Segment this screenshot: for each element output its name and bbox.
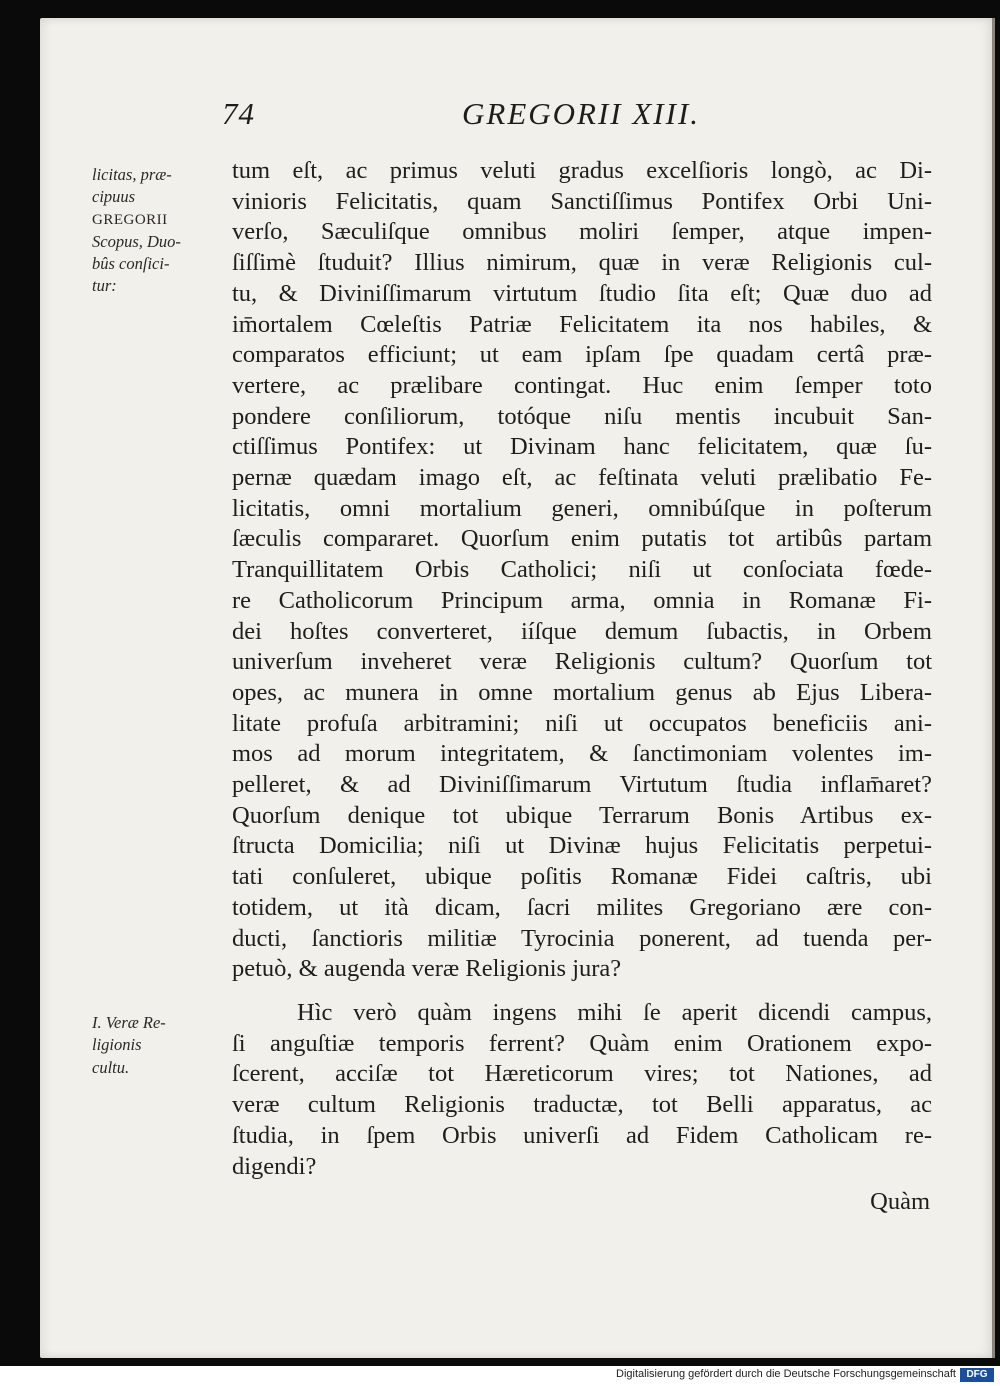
text-line: petuò, & augenda veræ Religionis jura? [232,955,622,983]
catchword: Quàm [870,1188,930,1215]
margin-note-line: cultu. [92,1057,130,1077]
text-line: totidem, ut ità dicam, ſacri milites Gregoriano ære con- [232,893,932,921]
page-number: 74 [222,96,255,131]
margin-note-line: tur: [92,276,117,296]
margin-note-line: licitas, præ- [92,165,172,184]
text-line: ſtudia, in ſpem Orbis univerſi ad Fidem Catholicam re- [232,1121,932,1149]
text-line: ſcerent, acciſæ tot Hæreticorum vires; tot Nationes, ad [232,1060,932,1088]
text-line: ſi anguſtiæ temporis ferrent? Quàm enim Orationem expo- [232,1029,932,1057]
running-head: GREGORII XIII. [462,96,701,131]
text-line: vertere, ac prælibare contingat. Huc enim ſemper toto [232,371,932,399]
text-line: ſiſſimè ſtuduit? Illius nimirum, quæ in veræ Religionis cul- [232,249,932,277]
margin-note-line: I. Veræ Re- [92,1013,166,1032]
text-line: licitatis, omni mortalium generi, omnibúſque in poſterum [232,494,932,522]
text-line: opes, ac munera in omne mortalium genus ab Ejus Libera- [232,678,932,706]
text-line: comparatos efficiunt; ut eam ipſam ſpe quadam certâ præ- [232,341,932,369]
body-paragraph-2 [232,998,932,1182]
margin-note-line: ligionis [92,1035,142,1055]
text-line: univerſum inveheret veræ Religionis cultum? Quorſum tot [232,648,932,676]
margin-note-1 [92,164,228,298]
margin-note-line: Scopus, Duo- [92,231,181,251]
margin-note-line: cipuus [92,187,136,207]
text-line: litate profuſa arbitramini; niſi ut occupatos beneficiis ani- [232,709,932,737]
text-line: Hìc verò quàm ingens mihi ſe aperit dicendi campus, [297,999,932,1026]
margin-note-2 [92,1012,228,1079]
margin-note-line: GREGORII [92,211,168,228]
text-line: re Catholicorum Principum arma, omnia in Romanæ Fi- [232,586,932,614]
body-paragraph-1 [232,156,932,985]
margin-note-line: bûs conſici- [92,254,170,274]
text-line: mos ad morum integritatem, & ſanctimoniam volentes im- [232,740,932,768]
text-line: dei hoſtes converteret, iíſque demum ſubactis, in Orbem [232,617,932,645]
text-line: pelleret, & ad Diviniſſimarum Virtutum ſtudia inflam̄aret? [232,771,932,799]
text-line: Quorſum denique tot ubique Terrarum Bonis Artibus ex- [232,801,932,829]
text-line: ſtructa Domicilia; niſi ut Divinæ hujus Felicitatis perpetui- [232,832,932,860]
text-line: ducti, ſanctioris militiæ Tyrocinia ponerent, ad tuenda per- [232,924,932,952]
text-line: tum eſt, ac primus veluti gradus excelſioris longò, ac Di- [232,157,932,184]
footer-credit: Digitalisierung gefördert durch die Deutsche Forschungsgemeinschaft [616,1368,956,1380]
text-line: vinioris Felicitatis, quam Sanctiſſimus Pontifex Orbi Uni- [232,187,932,215]
text-line: ctiſſimus Pontifex: ut Divinam hanc felicitatem, quæ ſu- [232,433,932,461]
text-line: Tranquillitatem Orbis Catholici; niſi ut conſociata fœde- [232,556,932,584]
text-line: verſo, Sæculiſque omnibus moliri ſemper, atque impen- [232,218,932,246]
text-line: digendi? [232,1152,317,1180]
text-line: ſæculis compararet. Quorſum enim putatis tot artibûs partam [232,525,932,553]
dfg-logo: DFG [960,1368,994,1382]
text-line: pernæ quædam imago eſt, ac feſtinata veluti prælibatio Fe- [232,464,932,492]
text-line: tu, & Diviniſſimarum virtutum ſtudio ſita eſt; Quæ duo ad [232,279,932,307]
text-line: tati conſuleret, ubique poſitis Romanæ Fidei caſtris, ubi [232,863,932,891]
text-line: veræ cultum Religionis traductæ, tot Belli apparatus, ac [232,1091,932,1119]
text-line: pondere conſiliorum, totóque niſu mentis incubuit San- [232,402,932,430]
text-line: im̄ortalem Cœleſtis Patriæ Felicitatem ita nos habiles, & [232,310,932,338]
